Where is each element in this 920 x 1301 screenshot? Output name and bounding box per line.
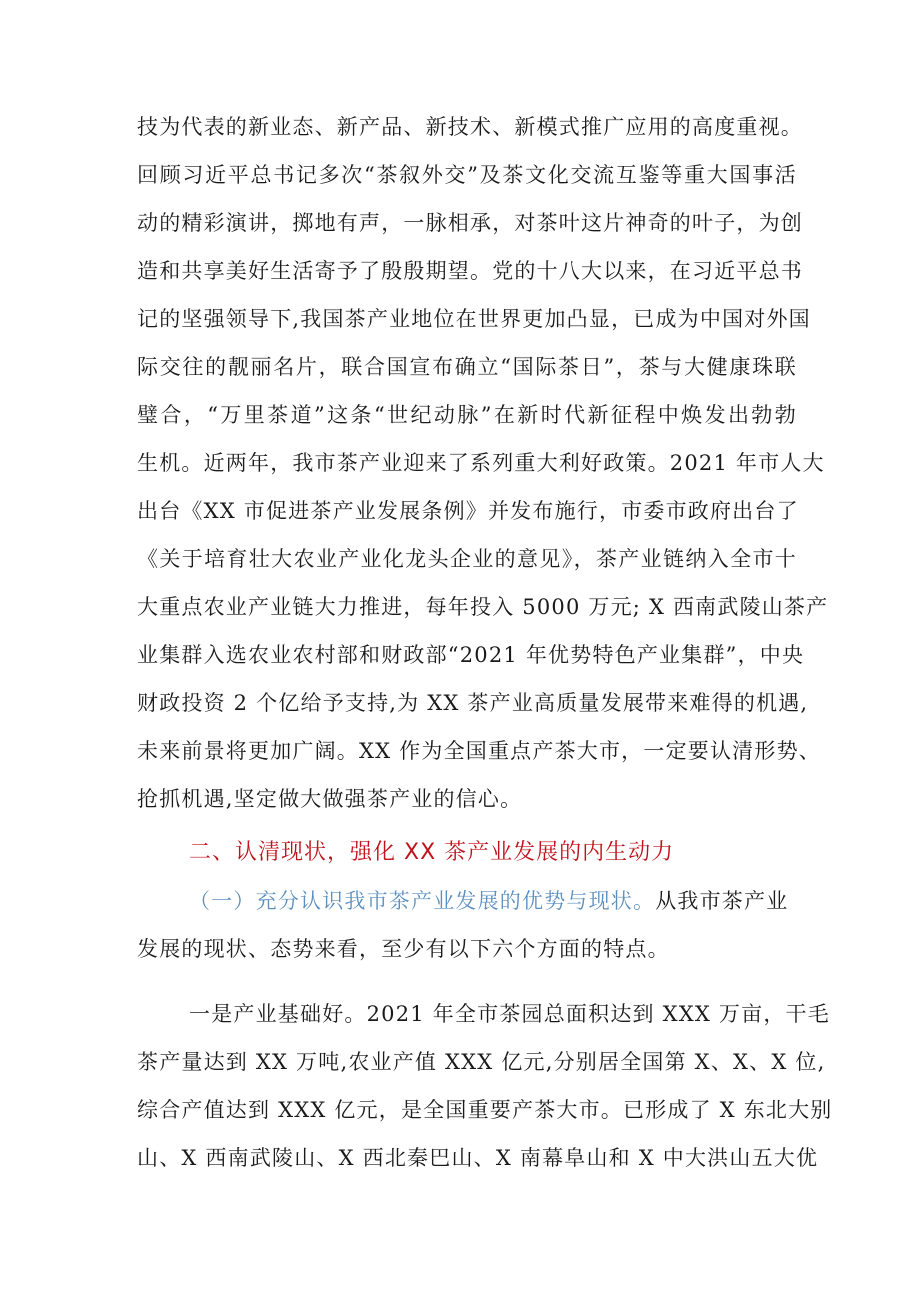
subsection-text: 从我市茶产业 [655,889,789,913]
paragraph-line: 综合产值达到 XXX 亿元，是全国重要产茶大市。已形成了 X 东北大别 [137,1098,833,1122]
subsection-first-line [189,887,797,915]
paragraph-line: 一是产业基础好。2021 年全市茶园总面积达到 XXX 万亩，干毛 [189,1002,830,1026]
paragraph-line: 业集群入选农业农村部和财政部“2021 年优势特色产业集群”，中央 [137,643,805,667]
paragraph-line: 记的坚强领导下,我国茶产业地位在世界更加凸显，已成为中国对外国 [137,307,811,331]
paragraph-line: 山、X 西南武陵山、X 西北秦巴山、X 南幕阜山和 X 中大洪山五大优 [137,1146,819,1170]
section-heading: 二、认清现状，强化 XX 茶产业发展的内生动力 [189,840,675,865]
paragraph-line: 生机。近两年，我市茶产业迎来了系列重大利好政策。2021 年市人大 [137,451,825,475]
paragraph-line: 抢抓机遇,坚定做大做强茶产业的信心。 [137,787,523,811]
paragraph-line: 未来前景将更加广阔。XX 作为全国重点产茶大市，一定要认清形势、 [137,739,821,763]
paragraph-line: 财政投资 2 个亿给予支持,为 XX 茶产业高质量发展带来难得的机遇, [137,691,809,715]
paragraph-line: 回顾习近平总书记多次“茶叙外交”及茶文化交流互鉴等重大国事活 [137,163,797,187]
paragraph-line: 造和共享美好生活寄予了殷殷期望。党的十八大以来，在习近平总书 [137,259,803,283]
paragraph-line: 动的精彩演讲，掷地有声，一脉相承，对茶叶这片神奇的叶子，为创 [137,211,803,235]
paragraph-line: 际交往的靓丽名片，联合国宣布确立“国际茶日”，茶与大健康珠联 [137,355,797,379]
paragraph-line: 发展的现状、态势来看，至少有以下六个方面的特点。 [137,937,670,961]
paragraph-line: 大重点农业产业链大力推进，每年投入 5000 万元; X 西南武陵山茶产 [137,595,829,619]
paragraph-line: 《关于培育壮大农业产业化龙头企业的意见》，茶产业链纳入全市十 [137,547,797,571]
subsection-label: （一）充分认识我市茶产业发展的优势与现状。 [189,889,656,913]
paragraph-line: 出台《XX 市促进茶产业发展条例》并发布施行，市委市政府出台了 [137,499,799,523]
paragraph-line: 璧合，“万里茶道”这条“世纪动脉”在新时代新征程中焕发出勃勃 [137,403,797,427]
paragraph-line: 技为代表的新业态、新产品、新技术、新模式推广应用的高度重视。 [137,115,803,139]
paragraph-line: 茶产量达到 XX 万吨,农业产值 XXX 亿元,分别居全国第 X、X、X 位, [137,1050,826,1074]
